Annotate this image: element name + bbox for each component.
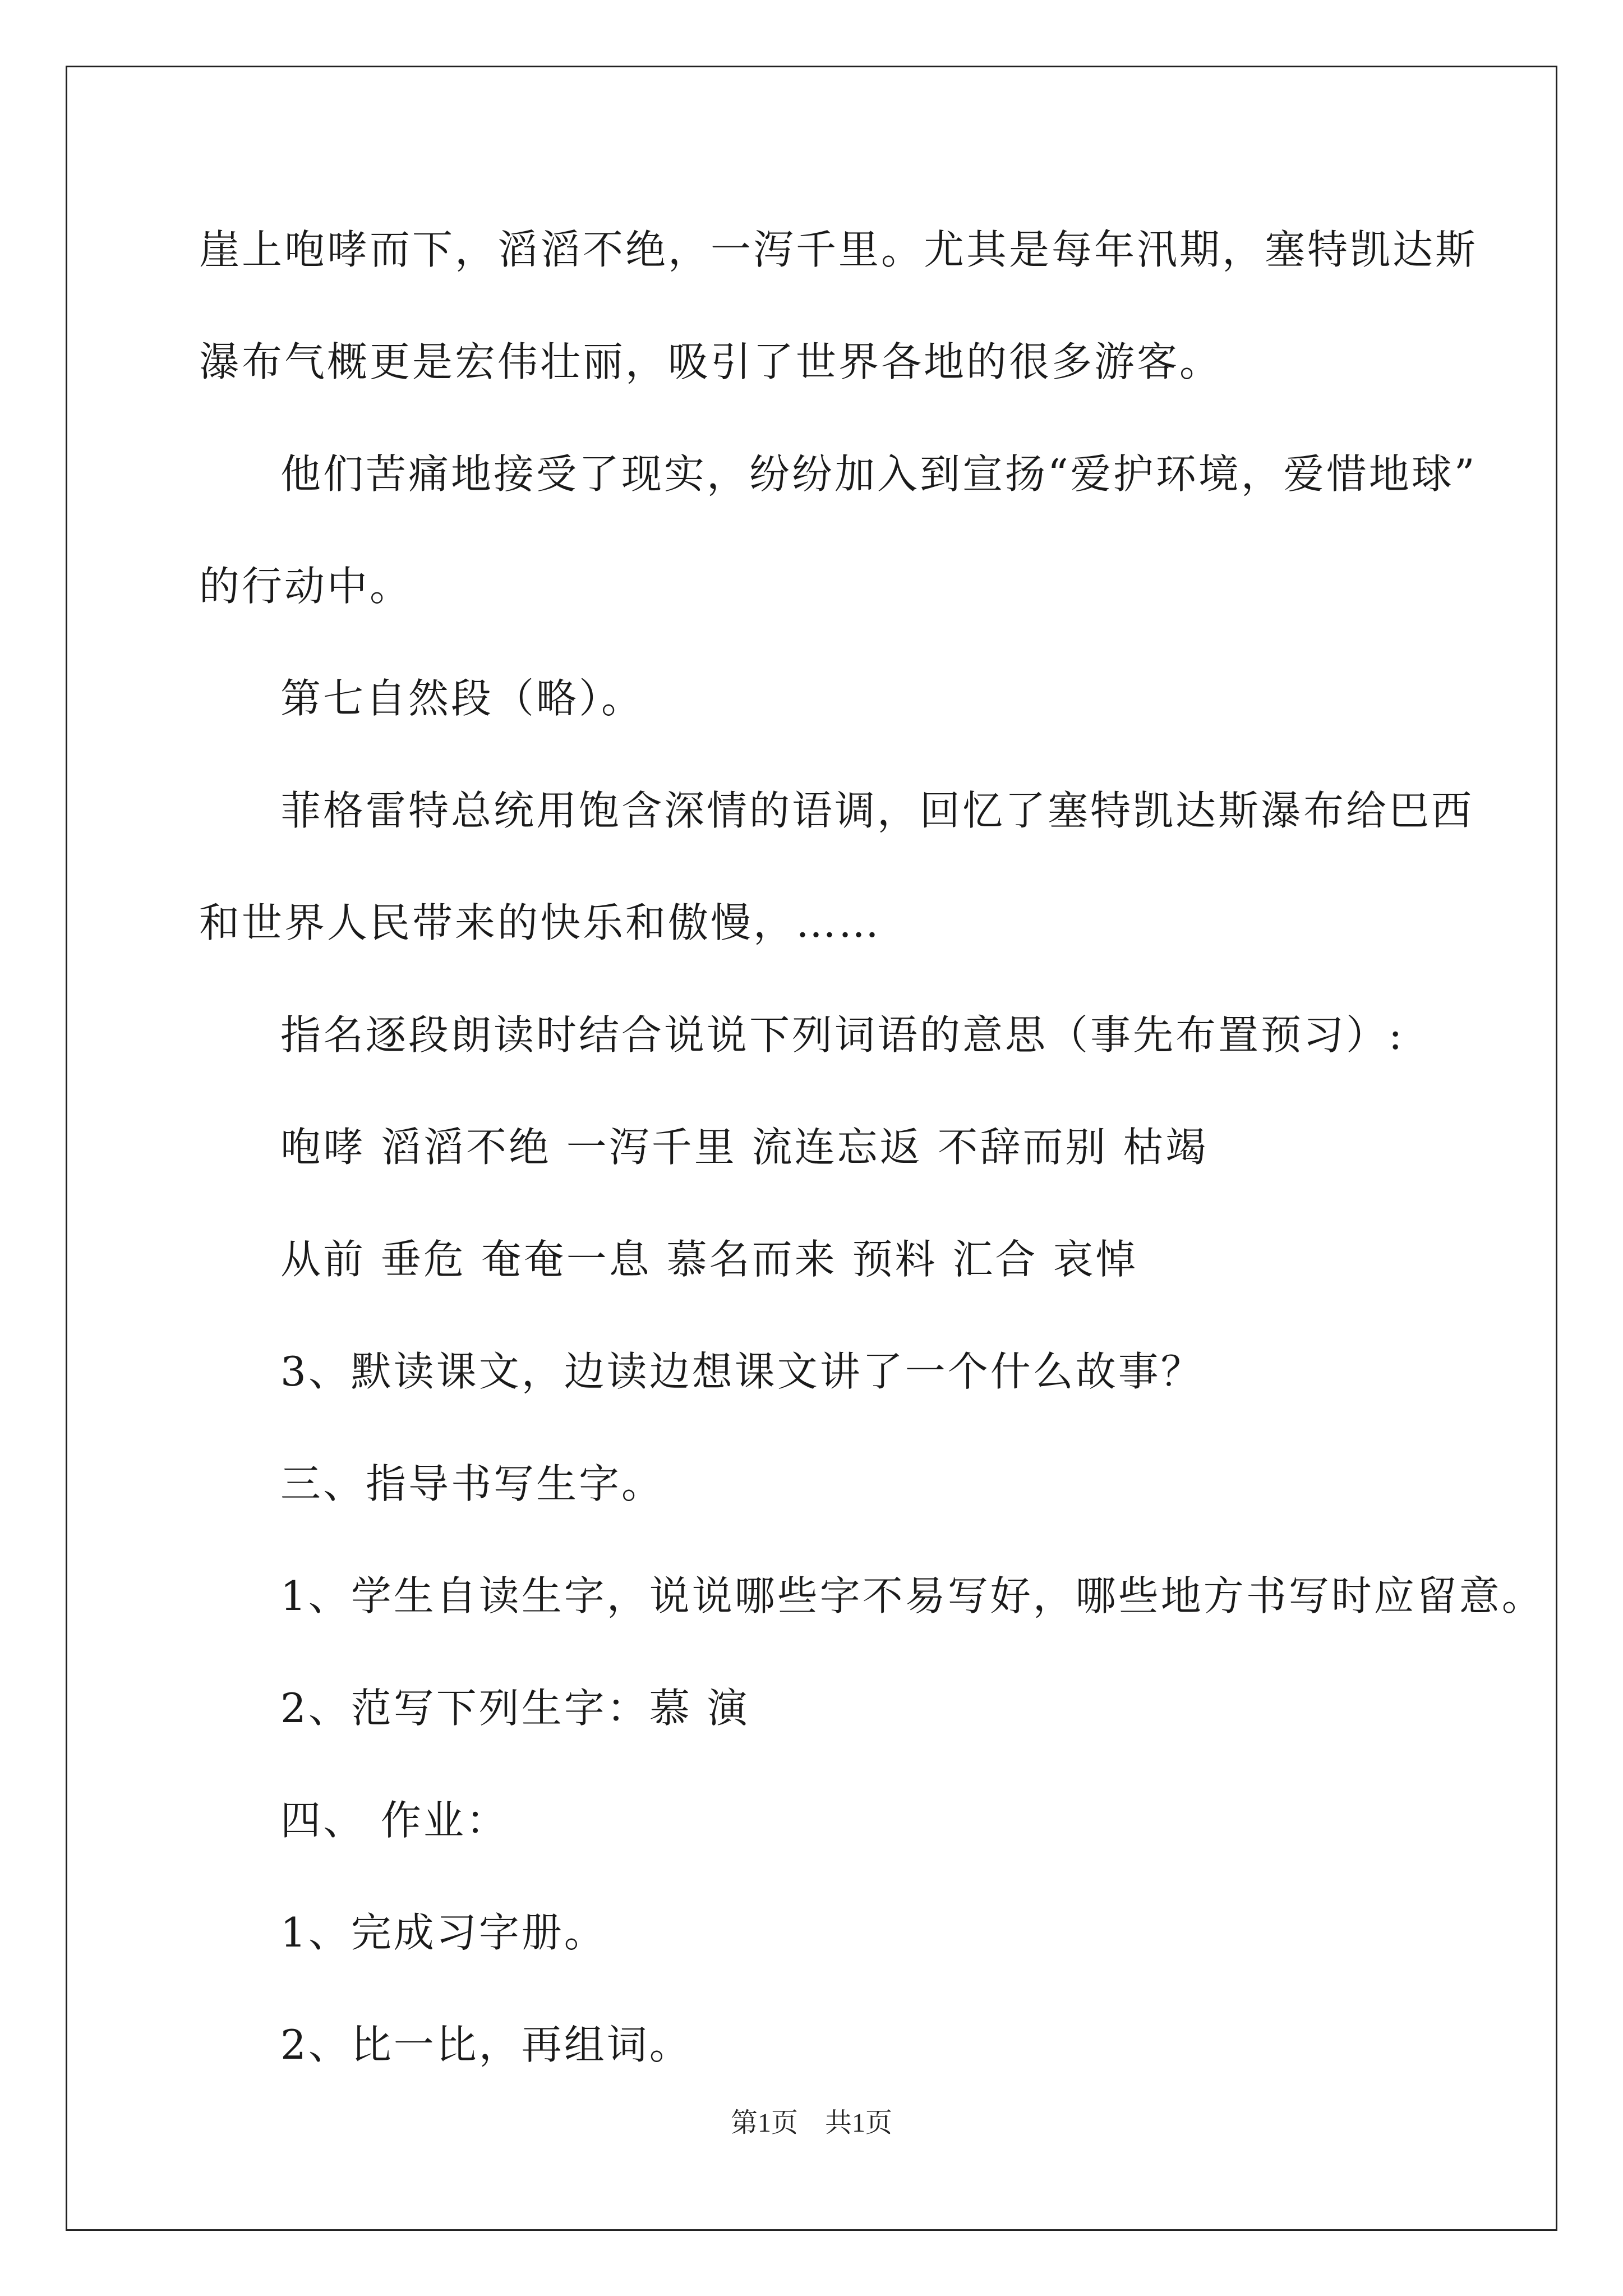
paragraph-line: 他们苦痛地接受了现实，纷纷加入到宣扬“爱护环境，爱惜地球” <box>280 450 1477 498</box>
paragraph-line: 崖上咆哮而下，滔滔不绝，一泻千里。尤其是每年汛期，塞特凯达斯 <box>199 226 1478 273</box>
paragraph-line: 2、比一比，再组词。 <box>280 2021 692 2068</box>
section-heading: 四、 作业： <box>280 1797 509 1844</box>
paragraph-line: 菲格雷特总统用饱含深情的语调，回忆了塞特凯达斯瀑布给巴西 <box>280 787 1474 834</box>
paragraph-line: 1、完成习字册。 <box>280 1909 607 1956</box>
paragraph-line: 1、学生自读生字，说说哪些字不易写好，哪些地方书写时应留意。 <box>280 1572 1544 1619</box>
page-footer: 第1页 共1页 <box>730 2108 892 2138</box>
paragraph-line: 3、默读课文，边读边想课文讲了一个什么故事？ <box>280 1348 1204 1395</box>
vocabulary-line: 从前 垂危 奄奄一息 慕名而来 预料 汇合 哀悼 <box>280 1236 1138 1283</box>
paragraph-line: 指名逐段朗读时结合说说下列词语的意思（事先布置预习）: <box>280 1011 1405 1059</box>
paragraph-line: 和世界人民带来的快乐和傲慢，…… <box>199 899 882 946</box>
paragraph-line: 瀑布气概更是宏伟壮丽，吸引了世界各地的很多游客。 <box>199 338 1223 385</box>
paragraph-line: 2、范写下列生字：慕 演 <box>280 1685 750 1732</box>
vocabulary-line: 咆哮 滔滔不绝 一泻千里 流连忘返 不辞而别 枯竭 <box>280 1124 1209 1171</box>
document-body <box>199 222 1544 2073</box>
paragraph-line: 第七自然段（略）。 <box>280 675 644 722</box>
section-heading: 三、指导书写生字。 <box>280 1460 665 1507</box>
paragraph-line: 的行动中。 <box>199 563 413 610</box>
